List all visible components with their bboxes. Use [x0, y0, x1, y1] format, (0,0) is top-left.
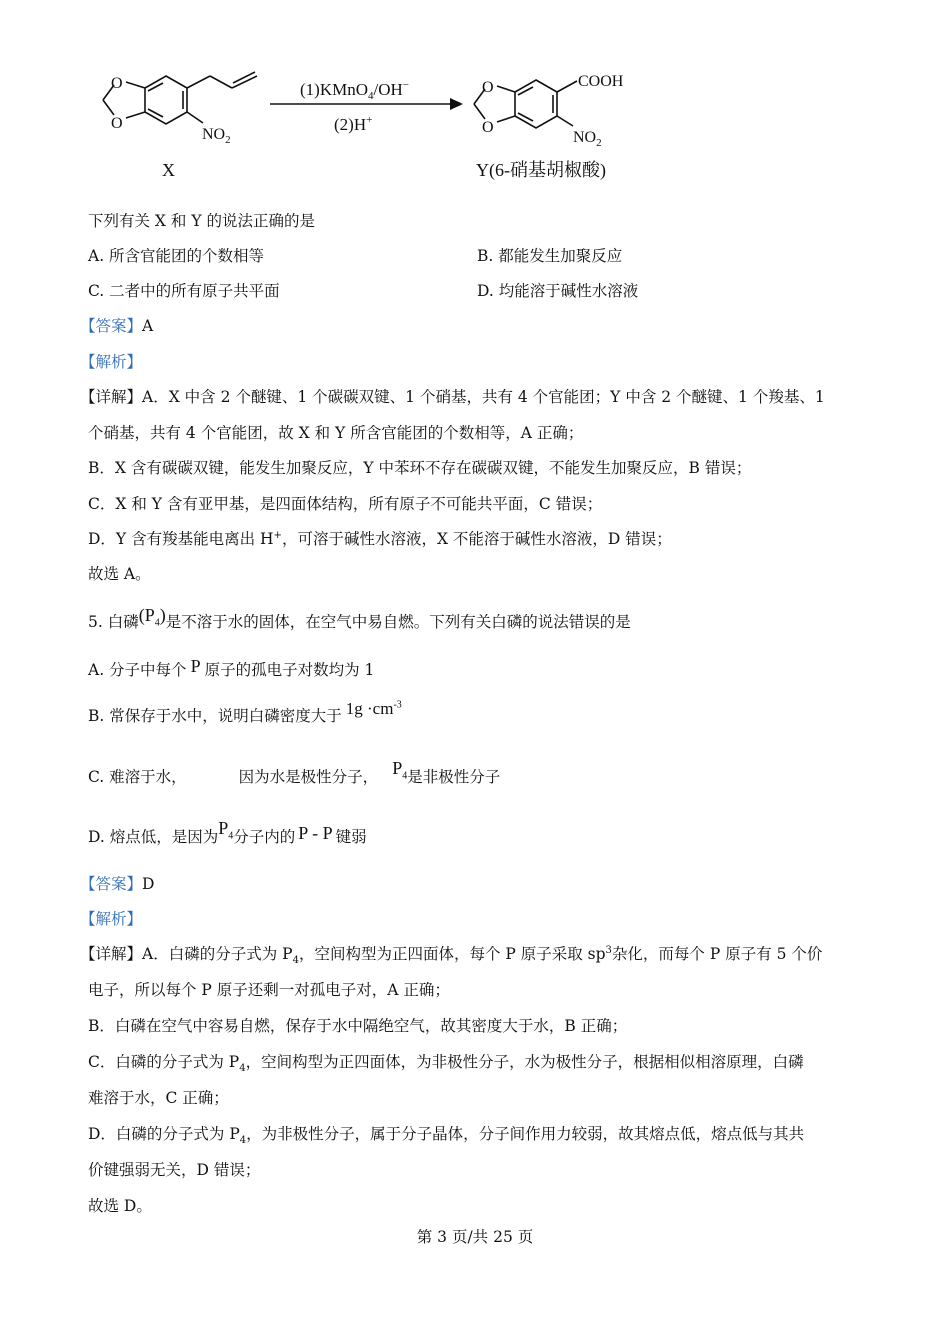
- x-allyl-2: [210, 76, 232, 88]
- q5-detail-a-line1: 【详解】A．白磷的分子式为 $P_4$，空间构型为正四面体，每个 P 原子采取 $sp^3$杂化，而每个 P 原子有 5 个价: [80, 944, 823, 967]
- q4-detail-c: C．X 和 Y 含有亚甲基，是四面体结构，所有原子不可能共平面，C 错误；: [88, 495, 603, 513]
- q5-option-d: D. 熔点低，是因为$P_4$分子内的 P - P 键弱: [88, 818, 367, 846]
- q5-detail-b: B．白磷在空气中容易自燃，保存于水中隔绝空气，故其密度大于水，B 正确；: [88, 1017, 628, 1035]
- x-label: X: [162, 160, 175, 180]
- y-no2: $NO_2$: [573, 129, 602, 149]
- answer-value: D: [142, 875, 155, 893]
- q5-answer: [80, 874, 154, 894]
- q5-conclusion: 故选 D。: [88, 1197, 152, 1215]
- answer-tag: 【答案】: [80, 317, 143, 335]
- q4-option-c: C. 二者中的所有原子共平面: [88, 282, 280, 300]
- detail-tag: 【详解】: [80, 945, 143, 963]
- q5-option-b: B. 常保存于水中，说明白磷密度大于 $1g \cdot cm^{-3}$: [88, 699, 402, 725]
- q5-analysis-tag: 【解析】: [80, 910, 143, 928]
- q5-detail-c-line1: C．白磷的分子式为 $P_4$，空间构型为正四面体，为非极性分子，水为极性分子，根据相似相溶原理，白磷: [88, 1053, 804, 1075]
- q4-option-b: B. 都能发生加聚反应: [477, 247, 623, 265]
- y-ether-o2-bond: [497, 116, 515, 122]
- y-cooh: COOH: [578, 73, 624, 90]
- q5-detail-a-line2: 电子，所以每个 P 原子还剩一对孤电子对，A 正确；: [88, 981, 450, 999]
- x-allyl-3b: [233, 72, 255, 83]
- x-no2-bond: [187, 112, 203, 123]
- q5-detail-c-line2: 难溶于水，C 正确；: [88, 1089, 229, 1107]
- reagent-step-2: (2)H+: [334, 114, 373, 134]
- x-ether-o1-bond: [126, 82, 145, 88]
- q4-option-a: A. 所含官能团的个数相等: [88, 247, 265, 265]
- x-allyl-1: [187, 76, 210, 88]
- y-ch2-bond-2: [474, 104, 485, 119]
- x-ether-o2-bond: [126, 112, 145, 118]
- q5-stem: 5. 白磷$(P_4)$是不溶于水的固体，在空气中易自燃。下列有关白磷的说法错误的是: [88, 605, 631, 631]
- y-o-top: O: [482, 79, 494, 96]
- page-number: 第 3 页/共 25 页: [416, 1228, 534, 1246]
- detail-tag: 【详解】: [80, 388, 143, 406]
- reaction-arrowhead: [450, 98, 463, 110]
- q4-detail-d: D．Y 含有羧基能电离出 H+，可溶于碱性水溶液，X 不能溶于碱性水溶液，D 错误；: [88, 529, 672, 548]
- y-benzene-ring: [515, 80, 557, 128]
- answer-value: A: [142, 317, 154, 335]
- q5-option-c: C. 难溶于水， 因为水是极性分子， $P_4$是非极性分子: [88, 758, 501, 786]
- q4-stem: 下列有关 X 和 Y 的说法正确的是: [88, 212, 315, 230]
- x-no2: $NO_2$: [202, 126, 231, 146]
- q5-option-a: A. 分子中每个 P 原子的孤电子对数均为 1: [88, 656, 375, 679]
- molecule-x: [103, 72, 257, 124]
- x-ch2-bond-2: [103, 100, 114, 115]
- reagent-step-1: (1)KMnO$_4$/OH−: [300, 79, 409, 102]
- q5-detail-d-line1: D．白磷的分子式为 $P_4$，为非极性分子，属于分子晶体，分子间作用力较弱，故其熔点低，熔点低与其共: [88, 1125, 805, 1147]
- q4-detail-a-line1: 【详解】A．X 中含 2 个醚键、1 个碳碳双键、1 个硝基，共有 4 个官能团；Y 中含 2 个醚键、1 个羧基、1: [80, 388, 825, 406]
- y-no2-bond: [557, 116, 573, 126]
- y-o-bottom: O: [482, 119, 494, 136]
- q4-conclusion: 故选 A。: [88, 565, 151, 583]
- q4-analysis-tag: 【解析】: [80, 353, 143, 371]
- q4-detail-a-line2: 个硝基，共有 4 个官能团，故 X 和 Y 所含官能团的个数相等，A 正确；: [88, 424, 584, 442]
- y-ether-o1-bond: [497, 86, 515, 92]
- x-o-top: O: [111, 75, 123, 92]
- q4-option-d: D. 均能溶于碱性水溶液: [477, 282, 639, 300]
- x-benzene-ring: [145, 76, 187, 124]
- p4-formula: $(P_4)$: [138, 605, 166, 629]
- answer-tag: 【答案】: [80, 875, 143, 893]
- y-label: Y(6-硝基胡椒酸): [476, 160, 606, 180]
- q4-answer: [80, 316, 153, 336]
- y-cooh-bond: [557, 81, 577, 92]
- q5-detail-d-line2: 价键强弱无关，D 错误；: [88, 1161, 261, 1179]
- x-o-bottom: O: [111, 115, 123, 132]
- reaction-scheme: [0, 0, 950, 195]
- q4-detail-b: B．X 含有碳碳双键，能发生加聚反应，Y 中苯环不存在碳碳双键，不能发生加聚反应，B 错误；: [88, 459, 752, 477]
